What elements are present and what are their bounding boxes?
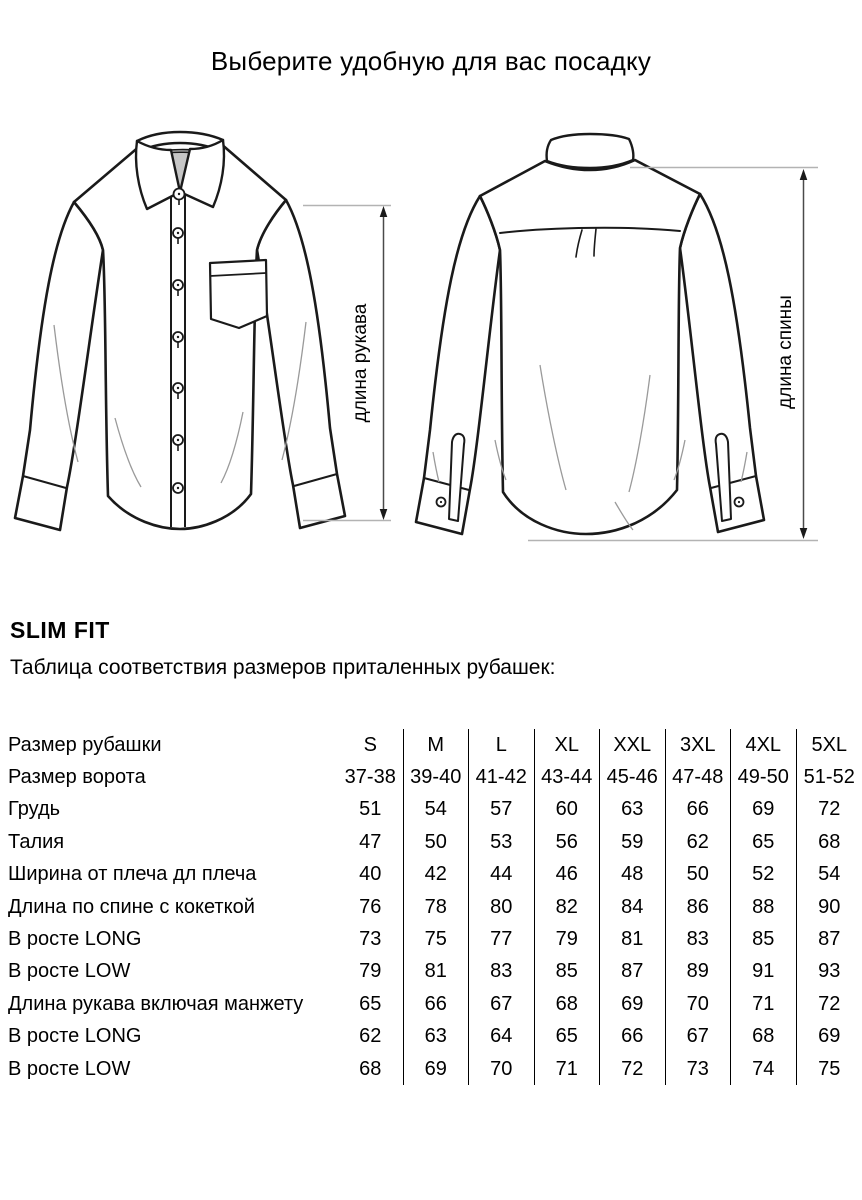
size-value-cell: 59 [600, 826, 666, 858]
size-value-cell: 88 [731, 891, 797, 923]
table-row [0, 891, 862, 923]
size-value-cell: 71 [535, 1053, 601, 1085]
size-value-cell: 68 [818, 830, 841, 853]
size-value-cell: 73 [666, 1053, 732, 1085]
size-value-cell: 91 [731, 956, 797, 988]
size-value-cell: 73 [338, 923, 404, 955]
size-header-cell: M [404, 729, 470, 761]
size-header-cell: L [469, 729, 535, 761]
arrow-up-icon [800, 169, 808, 180]
size-value-cell: 86 [666, 891, 732, 923]
size-value-cell: 60 [535, 794, 601, 826]
row-label: В росте LONG [8, 928, 142, 951]
size-value-cell: 57 [469, 794, 535, 826]
row-label: В росте LOW [8, 1057, 131, 1080]
size-value-cell: 67 [666, 1021, 732, 1053]
table-row [0, 1053, 862, 1085]
table-row [0, 826, 862, 858]
size-value-cell: 80 [469, 891, 535, 923]
size-header-cell: 5XL [811, 733, 848, 756]
size-value-cell: 69 [818, 1025, 841, 1048]
size-value-cell: 85 [535, 956, 601, 988]
size-header-cell: S [338, 729, 404, 761]
size-value-cell: 83 [469, 956, 535, 988]
size-header-cell: XXL [600, 729, 666, 761]
size-value-cell: 89 [666, 956, 732, 988]
table-row [0, 1021, 862, 1053]
size-value-cell: 81 [404, 956, 470, 988]
size-value-cell: 87 [818, 928, 841, 951]
size-value-cell: 70 [469, 1053, 535, 1085]
size-value-cell: 54 [404, 794, 470, 826]
size-value-cell: 84 [600, 891, 666, 923]
size-value-cell: 40 [338, 859, 404, 891]
fit-heading: SLIM FIT [10, 617, 110, 643]
size-value-cell: 51 [338, 794, 404, 826]
size-value-cell: 41-42 [469, 761, 535, 793]
size-value-cell: 68 [338, 1053, 404, 1085]
size-value-cell: 49-50 [731, 761, 797, 793]
size-value-cell: 37-38 [338, 761, 404, 793]
table-row [0, 923, 862, 955]
size-value-cell: 42 [404, 859, 470, 891]
size-header-cell: 3XL [666, 729, 732, 761]
size-value-cell: 70 [666, 988, 732, 1020]
row-label: В росте LONG [8, 1025, 142, 1048]
size-value-cell: 74 [731, 1053, 797, 1085]
size-value-cell: 72 [600, 1053, 666, 1085]
size-value-cell: 69 [404, 1053, 470, 1085]
table-caption: Таблица соответствия размеров приталенных рубашек: [10, 656, 556, 679]
size-value-cell: 47-48 [666, 761, 732, 793]
size-header-cell: XL [535, 729, 601, 761]
size-value-cell: 90 [818, 895, 841, 918]
back-length-label: длина спины [775, 295, 796, 409]
size-value-cell: 75 [404, 923, 470, 955]
size-value-cell: 39-40 [404, 761, 470, 793]
row-label: Талия [8, 830, 65, 853]
size-value-cell: 83 [666, 923, 732, 955]
size-header-cell: 4XL [731, 729, 797, 761]
size-value-cell: 79 [338, 956, 404, 988]
row-label: Размер ворота [8, 766, 146, 789]
size-value-cell: 65 [338, 988, 404, 1020]
row-label: Ширина от плеча дл плеча [8, 863, 257, 886]
table-row [0, 956, 862, 988]
size-value-cell: 64 [469, 1021, 535, 1053]
size-value-cell: 69 [731, 794, 797, 826]
size-value-cell: 52 [731, 859, 797, 891]
sleeve-length-arrow [303, 206, 391, 521]
size-value-cell: 67 [469, 988, 535, 1020]
size-value-cell: 63 [600, 794, 666, 826]
size-value-cell: 56 [535, 826, 601, 858]
size-value-cell: 68 [535, 988, 601, 1020]
size-value-cell: 63 [404, 1021, 470, 1053]
size-value-cell: 62 [338, 1021, 404, 1053]
row-label: В росте LOW [8, 960, 131, 983]
size-value-cell: 72 [818, 798, 841, 821]
arrow-up-icon [380, 206, 388, 217]
size-value-cell: 65 [535, 1021, 601, 1053]
size-value-cell: 43-44 [535, 761, 601, 793]
size-value-cell: 53 [469, 826, 535, 858]
measurement-overlay [0, 130, 862, 570]
size-table [0, 729, 862, 1085]
page-title: Выберите удобную для вас посадку [210, 46, 652, 76]
size-value-cell: 78 [404, 891, 470, 923]
size-value-cell: 50 [404, 826, 470, 858]
size-value-cell: 66 [600, 1021, 666, 1053]
size-value-cell: 45-46 [600, 761, 666, 793]
size-value-cell: 47 [338, 826, 404, 858]
size-value-cell: 65 [731, 826, 797, 858]
size-value-cell: 71 [731, 988, 797, 1020]
arrow-down-icon [380, 509, 388, 520]
size-value-cell: 66 [404, 988, 470, 1020]
size-value-cell: 46 [535, 859, 601, 891]
size-value-cell: 81 [600, 923, 666, 955]
row-label: Длина рукава включая манжету [8, 992, 304, 1015]
size-value-cell: 62 [666, 826, 732, 858]
row-label: Грудь [8, 798, 61, 821]
arrow-down-icon [800, 528, 808, 539]
size-value-cell: 69 [600, 988, 666, 1020]
table-row [0, 729, 862, 761]
size-value-cell: 93 [818, 960, 841, 983]
size-value-cell: 54 [818, 863, 841, 886]
size-value-cell: 82 [535, 891, 601, 923]
row-label: Длина по спине с кокеткой [8, 895, 255, 918]
size-value-cell: 85 [731, 923, 797, 955]
size-value-cell: 66 [666, 794, 732, 826]
table-row [0, 761, 862, 793]
row-label: Размер рубашки [8, 733, 162, 756]
size-value-cell: 68 [731, 1021, 797, 1053]
size-value-cell: 87 [600, 956, 666, 988]
size-value-cell: 51-52 [803, 766, 855, 789]
size-value-cell: 48 [600, 859, 666, 891]
size-value-cell: 72 [818, 992, 841, 1015]
sleeve-length-label: длина рукава [350, 303, 371, 423]
size-value-cell: 50 [666, 859, 732, 891]
size-value-cell: 75 [818, 1057, 841, 1080]
size-value-cell: 77 [469, 923, 535, 955]
table-row [0, 988, 862, 1020]
size-value-cell: 44 [469, 859, 535, 891]
size-value-cell: 76 [338, 891, 404, 923]
table-row [0, 859, 862, 891]
size-value-cell: 79 [535, 923, 601, 955]
table-row [0, 794, 862, 826]
